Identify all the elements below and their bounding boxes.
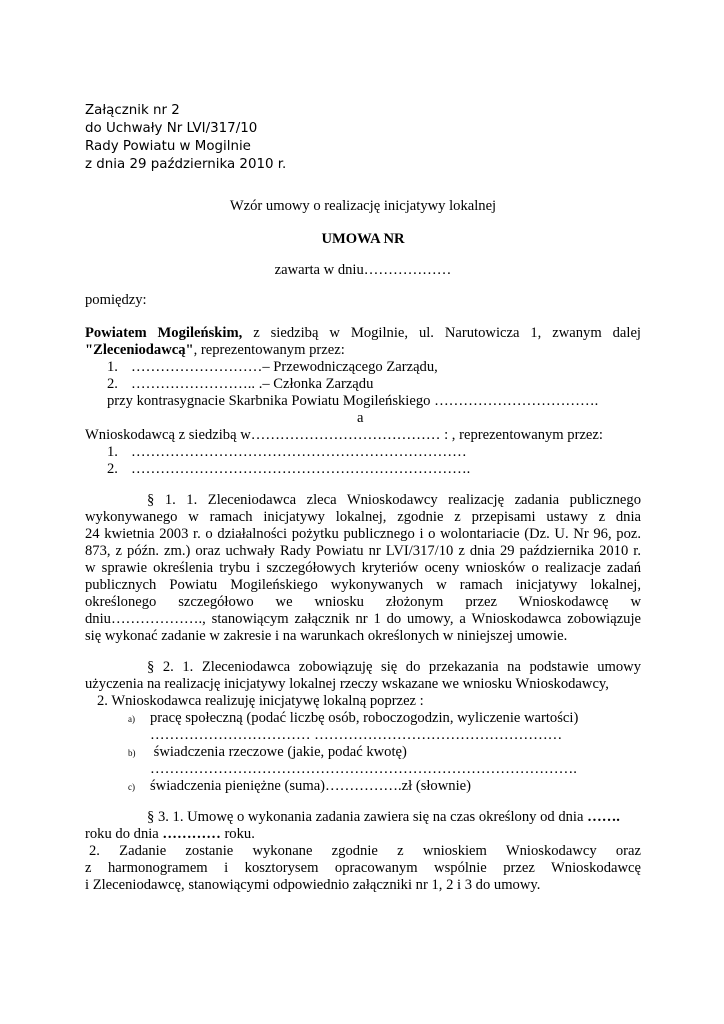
attachment-line-3: Rady Powiatu w Mogilnie <box>85 139 251 154</box>
attachment-line-4: z dnia 29 października 2010 r. <box>85 157 287 172</box>
section1-line-9: się wykonać zadanie w zakresie i na warunkach określonych w niniejszej umowie. <box>85 628 568 644</box>
and-label: a <box>357 410 364 426</box>
rep1-text: ………………………– Przewodniczącego Zarządu, <box>131 359 438 375</box>
between-label: pomiędzy: <box>85 292 147 308</box>
party1-represented: , reprezentowanym przez: <box>193 342 345 358</box>
section1-line-7: określonego szczegółowo we wniosku złożonym przez Wnioskodawcę w <box>85 594 641 610</box>
rep1-number: 1. <box>107 359 118 375</box>
section2-line-1: § 2. 1. Zleceniodawca zobowiązuję się do przekazania na podstawie umowy <box>147 659 641 675</box>
list-label-c: c) <box>128 782 135 792</box>
party1-role: "Zleceniodawcą" <box>85 342 194 358</box>
section3-line-2-end: roku. <box>220 826 255 842</box>
section3-line-1 <box>147 809 620 826</box>
list-text-c: świadczenia pieniężne (suma)…………….zł (słownie) <box>150 778 471 794</box>
party1-name: Powiatem Mogileńskim, <box>85 325 243 341</box>
list-label-b: b) <box>128 748 136 758</box>
party1-role-line <box>85 342 345 359</box>
section1-line-2: wykonywanego w ramach inicjatywy lokalnej, zgodnie z przepisami ustawy z dnia <box>85 509 641 525</box>
app2-number: 2. <box>107 461 118 477</box>
document-subtitle: Wzór umowy o realizację inicjatywy lokalnej <box>229 198 497 214</box>
section1-line-3: 24 kwietnia 2003 r. o działalności pożytku publicznego i o wolontariacie (Dz. U. Nr 96, poz. <box>85 526 641 542</box>
attachment-line-2: do Uchwały Nr LVI/317/10 <box>85 121 258 136</box>
section1-line-6: publicznych Powiatu Mogileńskiego wykonywanych w ramach inicjatywy lokalnej, <box>85 577 641 593</box>
section3-line-1-text: § 3. 1. Umowę o wykonania zadania zawiera się na czas określony od dnia <box>147 809 588 825</box>
section3-line-2-dots: ………… <box>162 826 221 842</box>
section1-line-5: w sprawie określenia trybu i szczegółowych kryteriów oceny wniosków o realizacje zadań <box>85 560 641 576</box>
list-item-b <box>128 744 407 762</box>
section3-line-2-text: roku do dnia <box>85 826 163 842</box>
section3-line-2 <box>85 826 255 843</box>
applicant-line: Wnioskodawcą z siedzibą w………………………………… : , reprezentowanym przez: <box>85 427 603 443</box>
list-label-a: a) <box>128 714 135 724</box>
section3-line-1-dots: ……. <box>587 809 620 825</box>
rep2-number: 2. <box>107 376 118 392</box>
app1-number: 1. <box>107 444 118 460</box>
section3-line-4: z harmonogramem i kosztorysem opracowanym wspólnie przez Wnioskodawcę <box>85 860 641 876</box>
list-text-b: świadczenia rzeczowe (jakie, podać kwotę) <box>150 744 407 760</box>
list-dots-b: ……………………………………………………………………………. <box>150 761 577 777</box>
list-text-a: pracę społeczną (podać liczbę osób, roboczogodzin, wyliczenie wartości) <box>150 710 579 726</box>
list-dots-a: …………………………… …………………………………………… <box>150 727 563 743</box>
attachment-line-1: Załącznik nr 2 <box>85 103 180 118</box>
rep2-text: …………………….. .– Członka Zarządu <box>131 376 374 392</box>
list-item-c <box>128 778 471 796</box>
document-title: UMOWA NR <box>321 231 405 247</box>
section2-line-2: użyczenia na realizację inicjatywy lokalnej rzeczy wskazane we wniosku Wnioskodawcy, <box>85 676 609 692</box>
app1-text: …………………………………………………………… <box>131 444 467 460</box>
section1-line-8: dniu………………., stanowiącym załącznik nr 1 do umowy, a Wnioskodawca zobowiązuje <box>85 611 641 627</box>
party1-line <box>85 325 641 342</box>
representative-1 <box>107 359 438 376</box>
applicant-rep-1 <box>107 444 467 461</box>
app2-text: ……………………………………………………………. <box>131 461 471 477</box>
concluded-date: zawarta w dniu……………… <box>274 262 452 278</box>
representative-2 <box>107 376 373 393</box>
section3-line-5: i Zleceniodawcę, stanowiącymi odpowiednio załączniki nr 1, 2 i 3 do umowy. <box>85 877 541 893</box>
section3-line-3: 2. Zadanie zostanie wykonane zgodnie z wnioskiem Wnioskodawcy oraz <box>89 843 641 859</box>
section2-line-3: 2. Wnioskodawca realizuję inicjatywę lokalną poprzez : <box>97 693 424 709</box>
section1-line-1: § 1. 1. Zleceniodawca zleca Wnioskodawcy realizację zadania publicznego <box>147 492 641 508</box>
countersignature: przy kontrasygnacie Skarbnika Powiatu Mogileńskiego ……………………………. <box>107 393 599 409</box>
list-item-a <box>128 710 578 728</box>
section1-line-4: 873, z późn. zm.) oraz uchwały Rady Powiatu nr LVI/317/10 z dnia 29 października 2010 r. <box>85 543 641 559</box>
party1-address: z siedzibą w Mogilnie, ul. Narutowicza 1, zwanym dalej <box>242 325 641 341</box>
applicant-rep-2 <box>107 461 470 478</box>
